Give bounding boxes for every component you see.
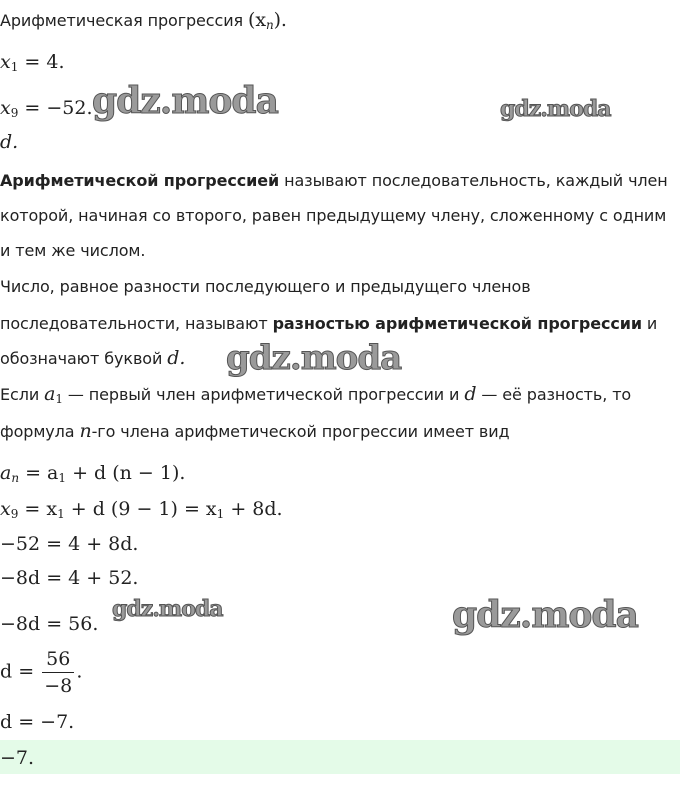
equation-step-3: −8d = 56. [0, 613, 99, 635]
fraction-step: d = $\frac{56}{-8}$ . [0, 648, 83, 697]
watermark-logo: gdz.moda [112, 596, 223, 622]
watermark-logo: gdz.moda [452, 594, 638, 636]
formula-intro-2: формула n-го члена арифметической прогрессии имеет вид [0, 420, 510, 442]
watermark-logo: gdz.moda [226, 338, 402, 378]
title-math: $(x_n)$. [248, 9, 287, 32]
answer-highlight [0, 740, 680, 774]
difference-line-2: последовательности, называют разностью арифметической прогрессии и [0, 314, 658, 333]
definition-line-1: Арифметической прогрессией называют последовательность, каждый член [0, 171, 668, 190]
result-line: d = −7. [0, 711, 75, 733]
difference-line-3: обозначают буквой d. [0, 347, 186, 369]
watermark-logo: gdz.moda [92, 80, 278, 122]
definition-line-3: и тем же числом. [0, 241, 146, 260]
formula-general: $a_n = a_1 + d$ (n − 1). [0, 462, 186, 485]
find-d: d. [0, 131, 19, 153]
fraction: $\frac{56}{-8}$ [42, 646, 74, 699]
formula-intro-1: Если $a_1$ — первый член арифметической прогрессии и d — её разность, то [0, 383, 632, 406]
formula-x9: $x_9 = x_1 + d$ $(9 - 1) = x_1 + 8d$. [0, 498, 283, 521]
difference-line-1: Число, равное разности последующего и предыдущего членов [0, 277, 531, 296]
equation-step-2: −8d = 4 + 52. [0, 567, 139, 589]
condition-title [0, 8, 287, 32]
given-x1: $x_1 = 4$. [0, 51, 65, 74]
answer-text: −7. [0, 747, 35, 769]
definition-line-2: которой, начиная со второго, равен предыдущему члену, сложенному с одним [0, 206, 667, 225]
given-x9: $x_9 = -52$. [0, 97, 93, 120]
watermark-logo: gdz.moda [500, 96, 611, 122]
title-text: Арифметическая прогрессия [0, 11, 244, 30]
equation-step-1: −52 = 4 + 8d. [0, 533, 139, 555]
